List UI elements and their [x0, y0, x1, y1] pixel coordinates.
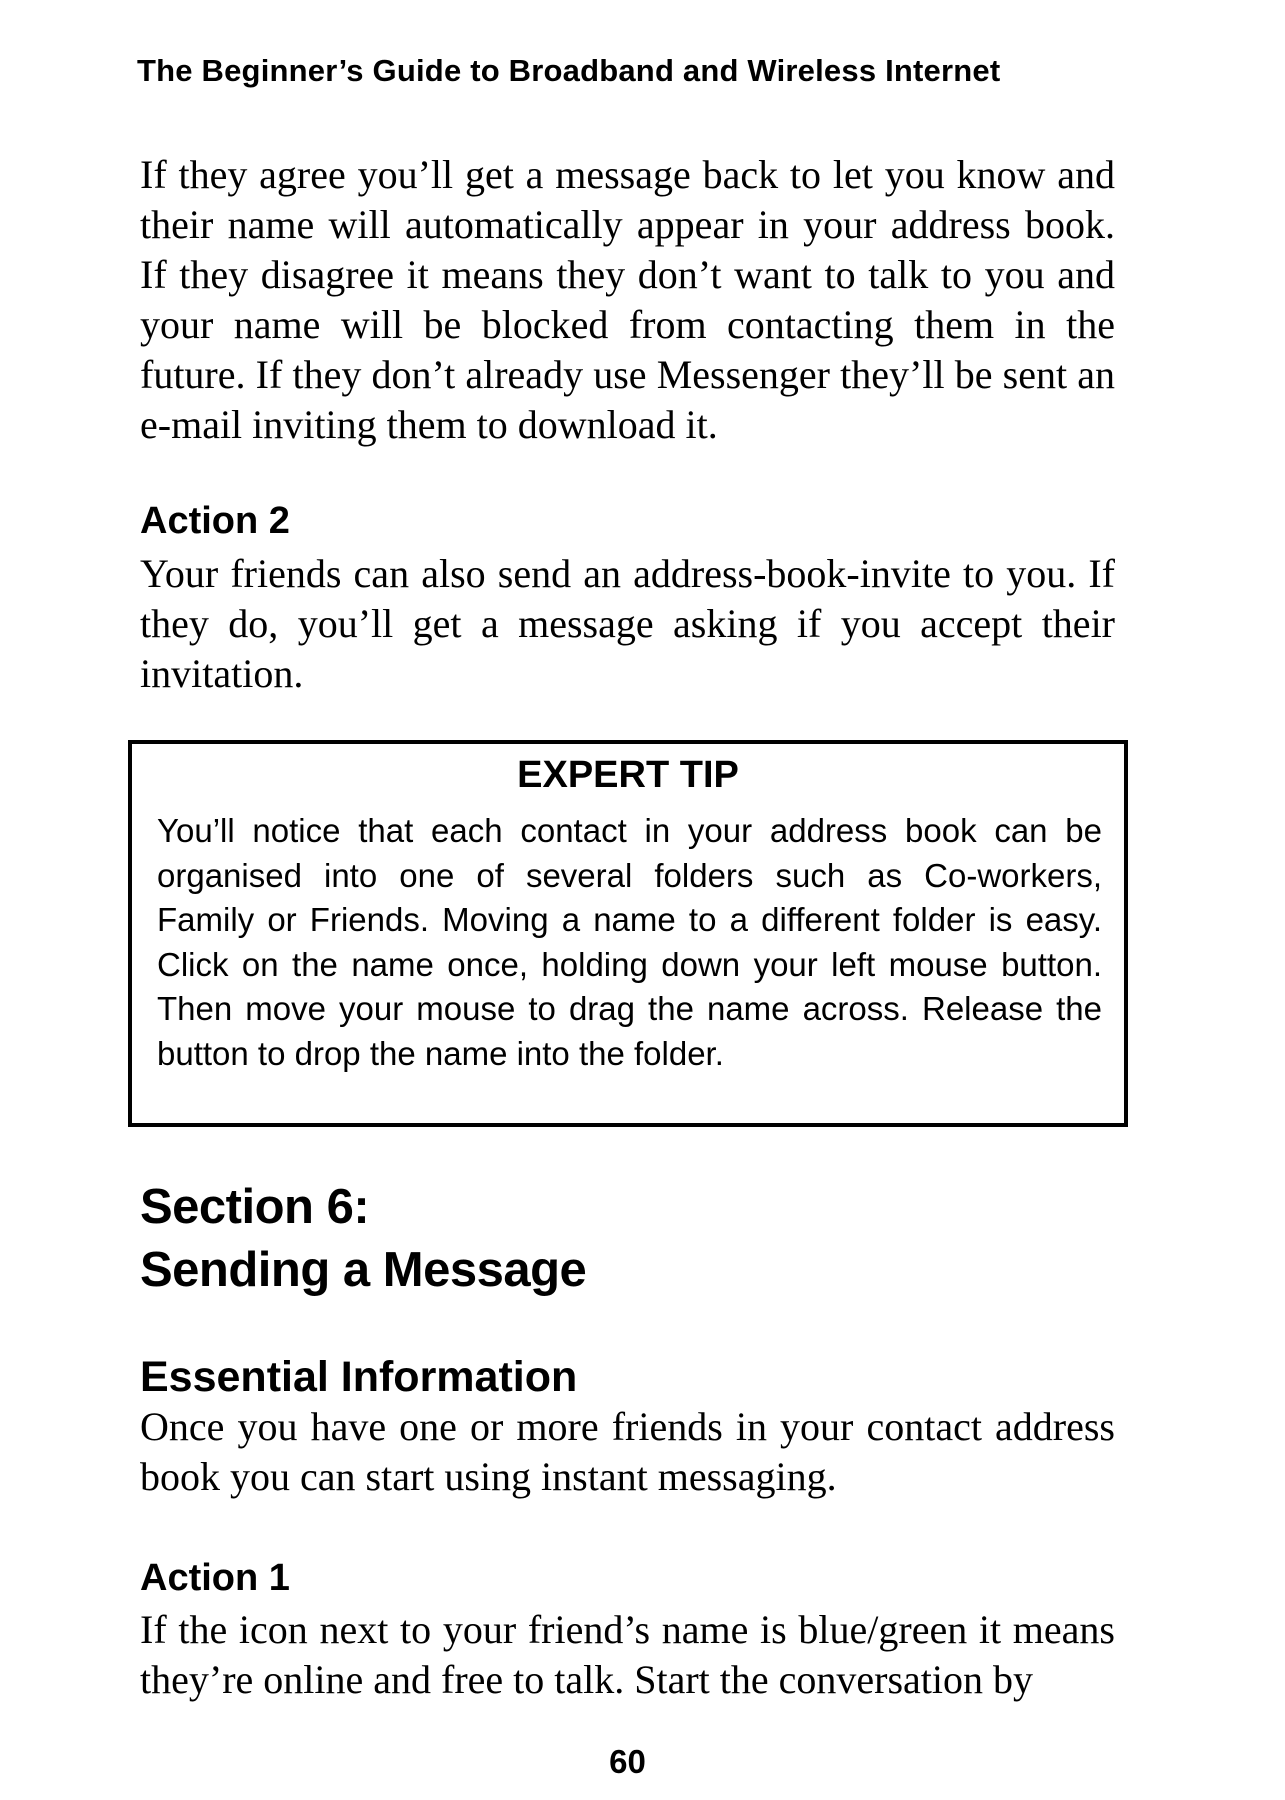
expert-tip-box — [128, 740, 1128, 1127]
paragraph-address-book-agree: If they agree you’ll get a message back to let you know and their name will automatically appear in your address book. If they disagree it means they don’t want to talk to you and your name will be blocked from contacting them in the future. If they don’t already use Messenger they’ll be sent an e-mail inviting them to download it. — [140, 152, 1115, 447]
paragraph-address-book-invite: Your friends can also send an address-book-invite to you. If they do, you’ll get a message asking if you accept their invitation. — [140, 551, 1115, 696]
section-number-heading: Section 6: — [140, 1180, 370, 1234]
action-1-heading: Action 1 — [140, 1557, 290, 1599]
running-head: The Beginner’s Guide to Broadband and Wireless Internet — [137, 53, 1001, 88]
section-title-heading: Sending a Message — [140, 1243, 587, 1297]
expert-tip-text: You’ll notice that each contact in your address book can be organised into one of several folders such as Co-workers, Family or Friends. Moving a name to a different folder is easy. Click on the name once, holding down your left mouse button. Then move your mouse to drag the name across. Release the button to drop the name into the folder. — [157, 812, 1102, 1072]
expert-tip-title: EXPERT TIP — [517, 754, 739, 796]
action-2-heading: Action 2 — [140, 500, 290, 542]
essential-information-heading: Essential Information — [140, 1353, 578, 1401]
page-number: 60 — [609, 1743, 646, 1780]
paragraph-essential-information: Once you have one or more friends in your contact address book you can start using instant messaging. — [140, 1404, 1115, 1499]
paragraph-action-1: If the icon next to your friend’s name is blue/green it means they’re online and free to talk. Start the conversation by — [140, 1607, 1115, 1702]
